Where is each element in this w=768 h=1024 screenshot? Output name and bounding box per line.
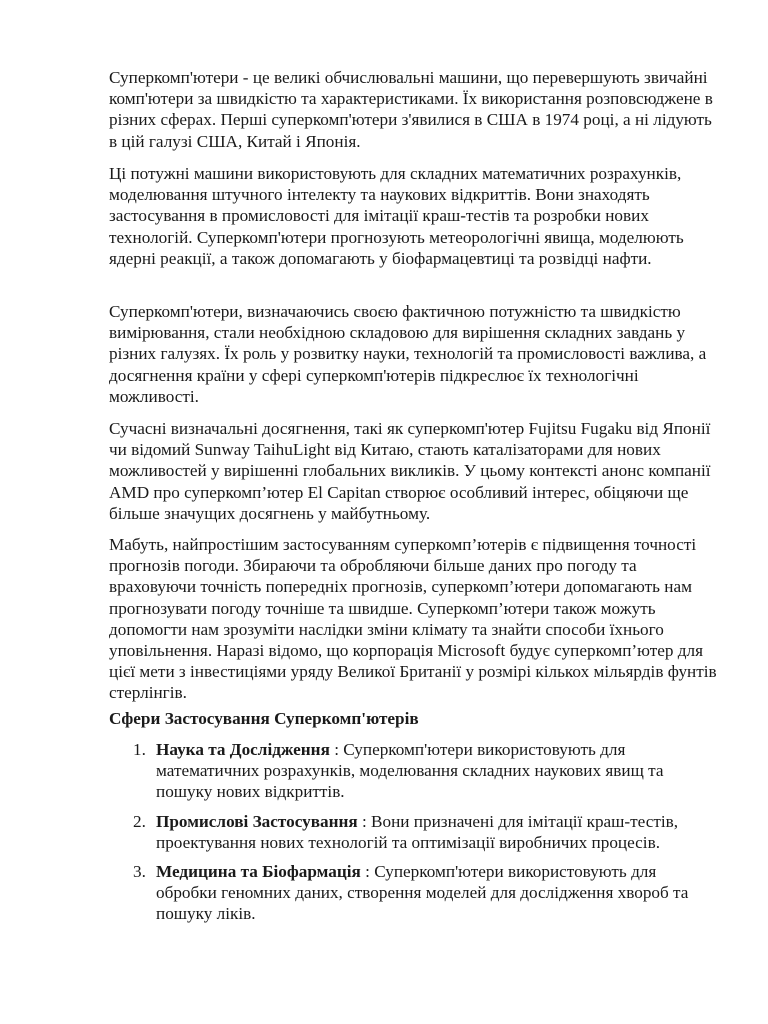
paragraph-achievements: Сучасні визначальні досягнення, такі як суперкомп'ютер Fujitsu Fugaku від Японії чи відомий Sunway TaihuLight від Китаю, стають каталізаторами для нових можливостей у вирішенні глобальних викликів. У цьому контексті анонс компанії AMD про суперкомп’ютер El Capitan створює особливий інтерес, обіцяючи ще більше значущих досягнень у майбутньому. <box>109 419 711 523</box>
list-item-text: : Вони призначені для імітації краш-тестів, проектування нових технологій та оптимізації виробничих процесів. <box>156 811 679 852</box>
paragraph-weather-climate: Мабуть, найпростішим застосуванням суперкомп’ютерів є підвищення точності прогнозів погоди. Збираючи та обробляючи більше даних про погоду та враховуючи точність попередніх прогнозів, суперкомп’ютери допомагають нам прогнозувати погоду точніше та швидше. Суперкомп’ютери також можуть допомогти нам зрозуміти наслідки зміни клімату та знайти способи їхнього уповільнення. Наразі відомо, що корпорація Microsoft будує суперкомп’ютер для цієї мети з інвестиціями уряду Великої Британії у розмірі кількох мільярдів фунтів стерлінгів. <box>109 535 717 703</box>
list-item <box>109 811 719 853</box>
paragraph-uses: Ці потужні машини використовують для складних математичних розрахунків, моделювання штучного інтелекту та наукових відкриттів. Вони знаходять застосування в промисловості для імітації краш-тестів та розробки нових технологій. Суперкомп'ютери прогнозують метеорологічні явища, моделюють ядерні реакції, а також допомагають у біофармацевтиці та розвідці нафти. <box>109 164 684 268</box>
list-item <box>109 861 719 925</box>
list-item-number: 3. <box>133 862 146 882</box>
list-item-term: Наука та Дослідження <box>156 740 330 759</box>
list-item <box>109 739 719 803</box>
paragraph-intro: Суперкомп'ютери - це великі обчислювальні машини, що перевершують звичайні комп'ютери за швидкістю та характеристиками. Їх використання розповсюджене в різних сферах. Перші суперкомп'ютери з'явилися в США в 1974 році, а ні лідують в цій галузі США, Китай і Японія. <box>109 68 713 151</box>
applications-list <box>109 739 719 933</box>
paragraph-importance: Суперкомп'ютери, визначаючись своєю фактичною потужністю та швидкістю вимірювання, стали необхідною складовою для вирішення складних завдань у різних галузях. Їх роль у розвитку науки, технологій та промисловості важлива, а досягнення країни у сфері суперкомп'ютерів підкреслює їх технологічні можливості. <box>109 302 707 406</box>
list-item-term: Промислові Застосування <box>156 811 358 831</box>
list-item-term: Медицина та Біофармація <box>156 862 361 882</box>
list-item-number: 2. <box>133 811 146 831</box>
list-item-text: : Суперкомп'ютери використовують для обробки геномних даних, створення моделей для дослідження хвороб та пошуку ліків. <box>156 862 689 924</box>
list-item-text: : Суперкомп'ютери використовують для математичних розрахунків, моделювання складних наукових явищ та пошуку нових відкриттів. <box>156 740 664 802</box>
list-item-number: 1. <box>133 740 146 759</box>
section-heading: Сфери Застосування Суперкомп'ютерів <box>109 709 419 728</box>
